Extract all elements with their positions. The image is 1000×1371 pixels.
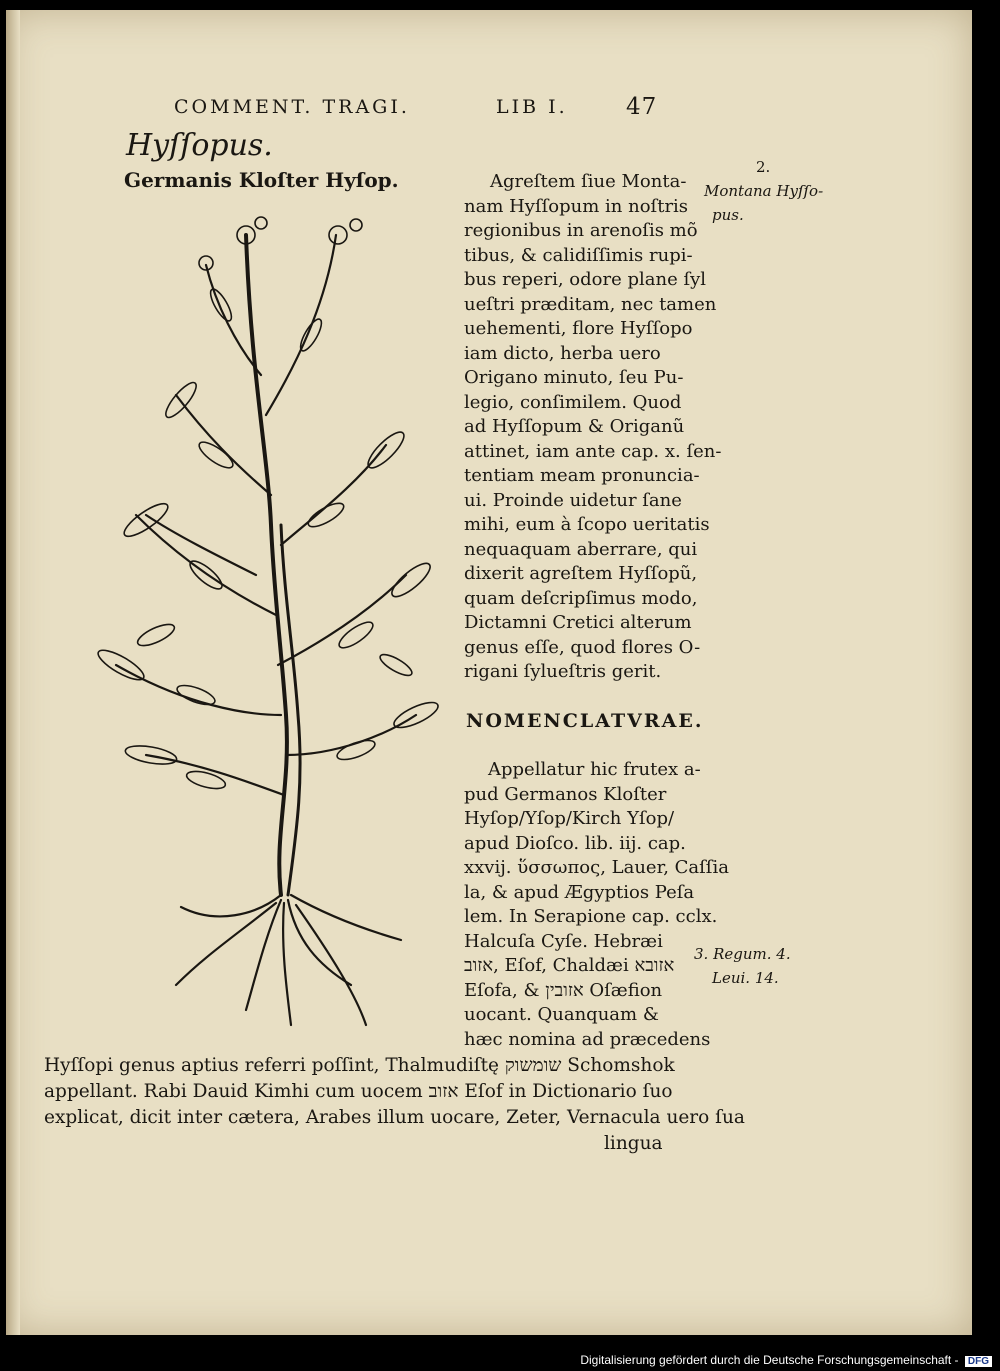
hyssop-plant-woodcut-icon bbox=[56, 195, 446, 1035]
text-line: lingua bbox=[604, 1133, 663, 1154]
text-line: nam Hyſſopum in noſtris bbox=[464, 195, 689, 217]
page-title: Hyſſopus. bbox=[126, 128, 273, 163]
book-page bbox=[6, 10, 972, 1335]
running-header-title: COMMENT. TRAGI. bbox=[174, 96, 410, 118]
full-width-text bbox=[44, 1053, 745, 1157]
text-line: attinet, iam ante cap. x. ſen- bbox=[464, 440, 722, 462]
text-line: la, & apud Ægyptios Peſa bbox=[464, 881, 695, 903]
text-line: rigani ſylueſtris gerit. bbox=[464, 661, 662, 682]
page-subtitle: Germanis Kloſter Hyſop. bbox=[124, 168, 399, 192]
running-header-book: LIB I. bbox=[496, 96, 568, 118]
text-line: Eſofa, & אזובין Oſæfion bbox=[464, 979, 663, 1001]
text-line: regionibus in arenoſis mõ bbox=[464, 220, 698, 241]
text-line: appellant. Rabi Dauid Kimhi cum uocem אזוב Eſof in Dictionario ſuo bbox=[44, 1081, 673, 1102]
text-line: xxvij. ὕσσωπος, Lauer, Caſſia bbox=[464, 857, 729, 878]
marginal-note-montana: Montana Hyſſo- bbox=[704, 182, 824, 200]
text-line: nequaquam aberrare, qui bbox=[464, 538, 698, 560]
paragraph-appellatur bbox=[464, 758, 729, 1052]
section-heading-nomenclaturae: NOMENCLATVRAE. bbox=[466, 710, 704, 732]
text-line: Hyſſopi genus aptius referri poſſint, Thalmudiſtę שומשוק Schomshok bbox=[44, 1055, 675, 1076]
text-line: mihi, eum à ſcopo ueritatis bbox=[464, 514, 710, 535]
text-line: genus eſſe, quod flores O- bbox=[464, 636, 701, 658]
dfg-logo-icon: DFG bbox=[965, 1356, 992, 1367]
text-line: iam dicto, herba uero bbox=[464, 342, 661, 364]
text-line: quam deſcripſimus modo, bbox=[464, 587, 698, 609]
text-line: ad Hyſſopum & Origanũ bbox=[464, 416, 685, 437]
text-line: ueſtri præditam, nec tamen bbox=[464, 293, 717, 315]
text-line: legio, conſimilem. Quod bbox=[464, 391, 682, 413]
footer-text: Digitalisierung gefördert durch die Deutsche Forschungsgemeinschaft - bbox=[580, 1353, 959, 1367]
text-line: dixerit agreſtem Hyſſopũ, bbox=[464, 563, 698, 584]
digitization-footer bbox=[580, 1353, 992, 1367]
text-line: Dictamni Cretici alterum bbox=[464, 612, 692, 633]
text-line: apud Dioſco. lib. iij. cap. bbox=[464, 832, 686, 854]
marginal-note-number: 2. bbox=[756, 158, 771, 176]
text-line: ui. Proinde uidetur ſane bbox=[464, 489, 682, 511]
text-line: pud Germanos Kloſter bbox=[464, 783, 667, 805]
text-line: tentiam meam pronuncia- bbox=[464, 465, 700, 486]
text-line: Halcuſa Cyſe. Hebræi bbox=[464, 930, 663, 952]
marginal-note-regum: 3. Regum. 4. bbox=[694, 945, 791, 963]
text-line: uocant. Quanquam & bbox=[464, 1004, 659, 1025]
text-line: Appellatur hic frutex a- bbox=[488, 759, 701, 780]
text-line: Hyſop/Yſop/Kirch Yſop/ bbox=[464, 808, 675, 829]
paragraph-agrestem bbox=[464, 170, 722, 685]
page-gutter-shadow bbox=[6, 10, 20, 1335]
text-line: hæc nomina ad præcedens bbox=[464, 1028, 711, 1050]
text-line: אזוב, Eſof, Chaldæi אזובא bbox=[464, 955, 675, 976]
text-line: uehementi, flore Hyſſopo bbox=[464, 318, 693, 339]
text-line: explicat, dicit inter cætera, Arabes illum uocare, Zeter, Vernacula uero ſua bbox=[44, 1107, 745, 1128]
text-line: lem. In Serapione cap. cclx. bbox=[464, 906, 718, 927]
page-number: 47 bbox=[626, 94, 658, 120]
text-line: tibus, & calidiſſimis rupi- bbox=[464, 244, 693, 266]
text-line: Origano minuto, ſeu Pu- bbox=[464, 367, 684, 388]
marginal-note-montana-cont: pus. bbox=[712, 206, 744, 224]
text-line: bus reperi, odore plane ſyl bbox=[464, 269, 707, 290]
marginal-note-leui: Leui. 14. bbox=[712, 969, 779, 987]
text-line: Agreſtem ſiue Monta- bbox=[490, 171, 687, 192]
